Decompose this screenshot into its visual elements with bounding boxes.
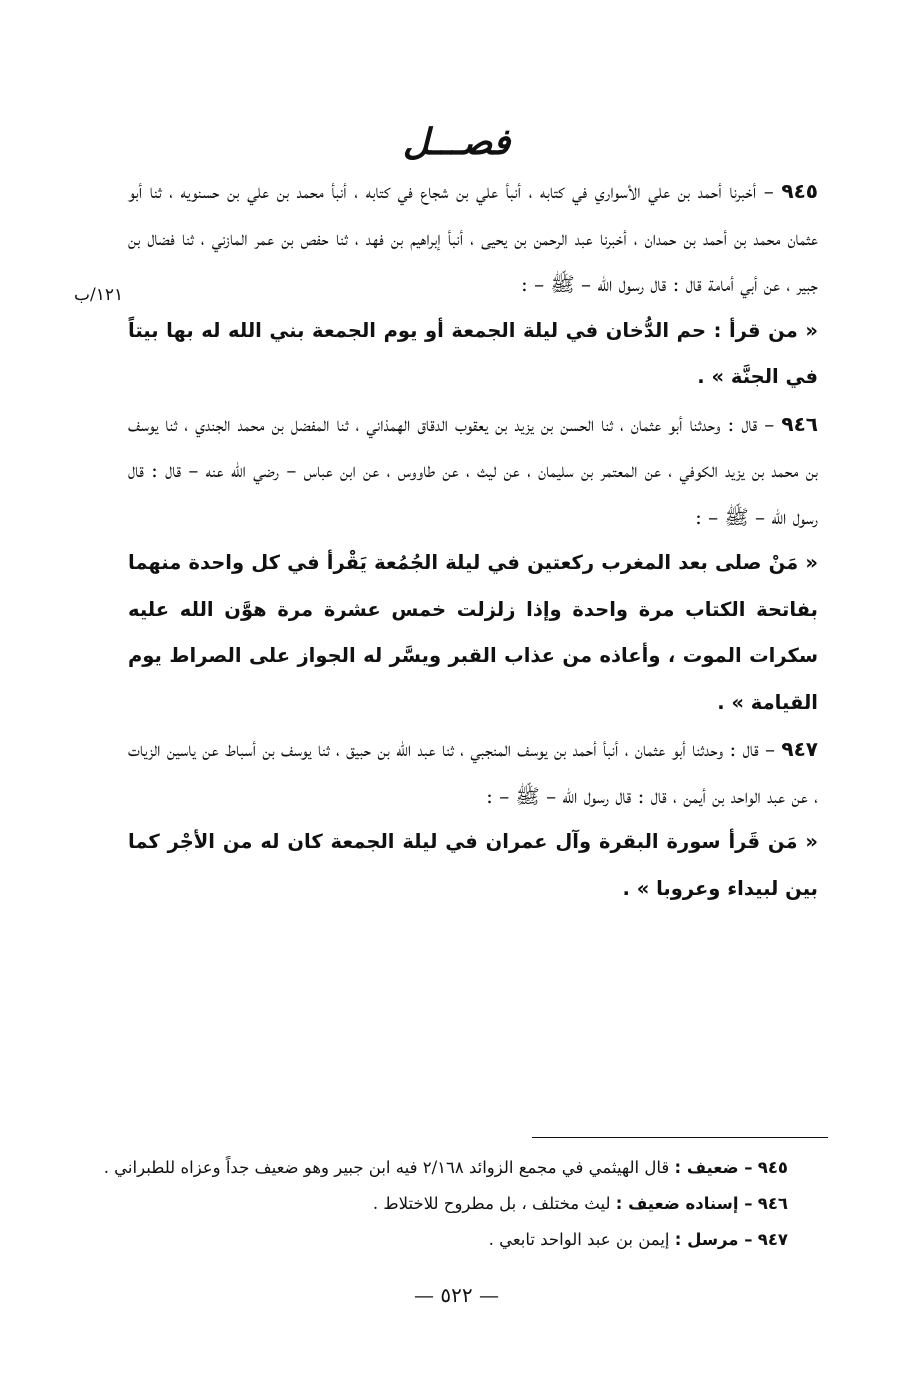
page-number: — ٥٢٢ —	[414, 1283, 499, 1307]
hadith-947-isnad	[128, 726, 818, 819]
hadith-number: ٩٤٥	[781, 179, 819, 203]
hadith-number: ٩٤٧	[781, 737, 819, 761]
hadith-946-matn: « مَنْ صلى بعد المغرب ركعتين في ليلة الجُمُعة يَقْرأ في كل واحدة منهما بفاتحة الكتاب مرة واحدة وإذا زلزلت خمس عشرة مرة هوَّن الله عليه سكرات الموت ، وأعاذه من عذاب القبر ويسَّر له الجواز على الصراط يوم القيامة » .	[128, 551, 818, 714]
manuscript-folio-reference: ١٢١/ب	[74, 285, 124, 305]
footnote-number: ٩٤٥	[757, 1158, 788, 1177]
footnote-text: ليث مختلف ، بل مطروح للاختلاط .	[372, 1194, 611, 1213]
isnad-text: – أخبرنا أحمد بن علي الأسواري في كتابه ، أنبأ علي بن شجاع في كتابه ، أنبأ محمد بن علي بن حسنويه ، ثنا أبو عثمان محمد بن أحمد بن حمدان ، أخبرنا عبد الرحمن بن يحيى ، أنبأ إبراهيم بن فهد ، ثنا حفص بن عمر المازني ، ثنا فضال بن جبير ، عن أبي أمامة قال : قال رسول الله – ﷺ – :	[128, 179, 818, 296]
hadith-946-isnad	[128, 401, 818, 541]
footnote-grade: – مرسل :	[674, 1230, 753, 1249]
hadith-945-matn: « من قرأ : حم الدُّخان في ليلة الجمعة أو يوم الجمعة بني الله له بها بيتاً في الجنَّة » .	[128, 318, 818, 388]
footnote-divider	[532, 1137, 828, 1138]
footnote-grade: – ضعيف :	[674, 1158, 753, 1177]
footnote-947	[96, 1222, 788, 1258]
footnote-946	[96, 1186, 788, 1222]
hadith-number: ٩٤٦	[781, 411, 818, 436]
footnote-number: ٩٤٧	[757, 1230, 788, 1249]
footnote-text: إيمن بن عبد الواحد تابعي .	[488, 1230, 670, 1249]
hadith-945-isnad	[128, 168, 818, 308]
footnotes	[96, 1150, 788, 1258]
isnad-text: – قال : وحدثنا أبو عثمان ، أنبأ أحمد بن يوسف المنجبي ، ثنا عبد الله بن حبيق ، ثنا يوسف بن أسباط عن ياسين الزيات ، عن عبد الواحد بن أيمن ، قال : قال رسول الله – ﷺ – :	[128, 737, 818, 808]
isnad-text: – قال : وحدثنا أبو عثمان ، ثنا الحسن بن يزيد بن يعقوب الدقاق الهمذاني ، ثنا المفضل بن محمد الجندي ، ثنا يوسف بن محمد بن يزيد الكوفي ، عن المعتمر بن سليمان ، عن ليث ، عن طاووس ، عن ابن عباس – رضي الله عنه – قال : قال رسول الله – ﷺ – :	[128, 411, 818, 529]
section-heading: فصـــل	[402, 122, 511, 163]
footnote-number: ٩٤٦	[757, 1194, 788, 1213]
footnote-text: قال الهيثمي في مجمع الزوائد ٢/١٦٨ فيه ابن جبير وهو ضعيف جداً وعزاه للطبراني .	[103, 1158, 670, 1177]
hadith-947-matn: « مَن قَرأ سورة البقرة وآل عمران في ليلة الجمعة كان له من الأجْر كما بين لبيداء وعروبا » .	[128, 830, 818, 900]
main-text	[128, 168, 818, 912]
footnote-grade: – إسناده ضعيف :	[615, 1194, 753, 1213]
footnote-945	[96, 1150, 788, 1186]
